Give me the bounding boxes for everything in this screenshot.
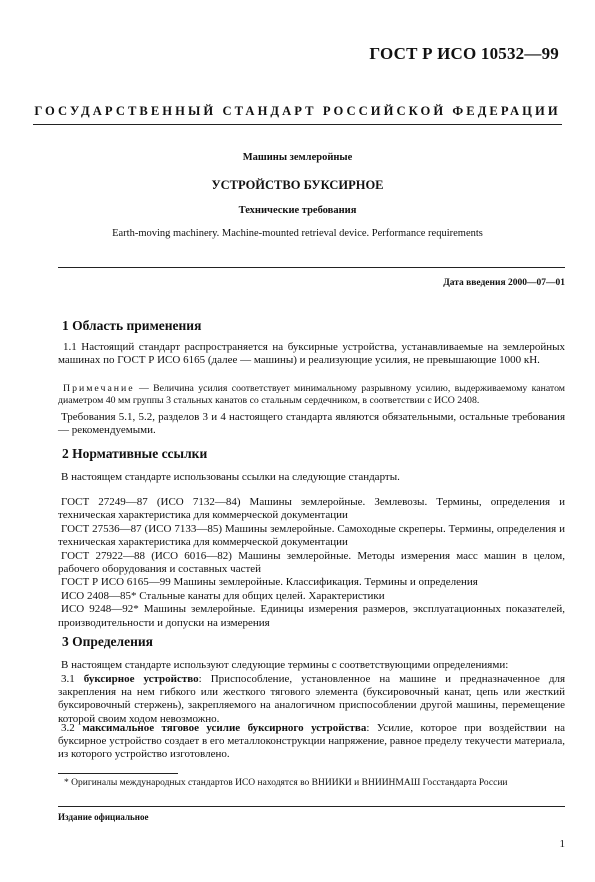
- reference-item: ИСО 2408—85* Стальные канаты для общих целей. Характеристики: [61, 589, 385, 602]
- category-title: Машины землеройные: [242, 152, 353, 163]
- reference-item: ГОСТ 27536—87 (ИСО 7133—85) Машины землеройные. Самоходные скреперы. Термины, определения и техническая характеристика для коммерческой документации: [58, 522, 565, 549]
- main-title: УСТРОЙСТВО БУКСИРНОЕ: [211, 178, 384, 192]
- reference-item: ГОСТ 27249—87 (ИСО 7132—84) Машины землеройные. Землевозы. Термины, определения и техническая характеристика для коммерческой документации: [58, 496, 565, 522]
- section-2-intro: В настоящем стандарте использованы ссылки на следующие стандарты.: [61, 471, 400, 483]
- note-label: Примечание: [63, 383, 135, 394]
- section-1-paragraph-2: Требования 5.1, 5.2, разделов 3 и 4 настоящего стандарта являются обязательными, остальные требования — рекомендуемыми.: [58, 411, 565, 437]
- definition-text: : Усилие, которое при воздействии на буксирное устройство создает в его металлоконструкции напряжение, равное пределу текучести материала, из которого устройство изготовлено.: [58, 722, 565, 761]
- definition-text: : Приспособление, установленное на машине и предназначенное для закрепления на нем гибкого или жесткого тягового элемента (буксировочный канат, цепь или жесткий буксировочный стержень), закрепляемого на аналогичном приспособлении другой машины, перемещение которой своим ходом невозможно.: [58, 673, 565, 725]
- section-2-heading: 2 Нормативные ссылки: [62, 446, 208, 461]
- note-text: — Величина усилия соответствует минимальному разрывному усилию, выдерживаемому канатом диаметром 40 мм группы 3 стальных канатов со стальным сердечником, в соответствии с ИСО 2408.: [58, 383, 565, 406]
- footnote-divider: [58, 773, 178, 774]
- introduction-date: Дата введения 2000—07—01: [443, 278, 565, 288]
- section-1-paragraph-1: 1.1 Настоящий стандарт распространяется на буксирные устройства, устанавливаемые на землеройных машинах по ГОСТ Р ИСО 6165 (далее — машины) и реализующие усилия, не превышающие 1000 кН.: [58, 341, 565, 367]
- definition-term: максимальное тяговое усилие буксирного устройства: [82, 722, 367, 734]
- edition-label: Издание официальное: [58, 812, 149, 822]
- section-3-heading: 3 Определения: [62, 634, 153, 649]
- section-1-heading: 1 Область применения: [62, 318, 202, 333]
- title-divider: [58, 267, 565, 268]
- definition-number: 3.1: [61, 673, 84, 685]
- english-title: Earth-moving machinery. Machine-mounted retrieval device. Performance requirements: [112, 228, 483, 239]
- definition-3-1: [58, 673, 565, 726]
- section-3-intro: В настоящем стандарте используют следующие термины с соответствующими определениями:: [61, 659, 509, 671]
- reference-item: ГОСТ 27922—88 (ИСО 6016—82) Машины землеройные. Методы измерения масс машин в целом, рабочего оборудования и составных частей: [58, 549, 565, 576]
- standard-code: ГОСТ Р ИСО 10532—99: [369, 44, 559, 63]
- reference-item: ГОСТ Р ИСО 6165—99 Машины землеройные. Классификация. Термины и определения: [61, 576, 478, 589]
- definition-number: 3.2: [61, 722, 83, 734]
- state-standard-title: ГОСУДАРСТВЕННЫЙ СТАНДАРТ РОССИЙСКОЙ ФЕДЕРАЦИИ: [34, 104, 561, 118]
- reference-item: ИСО 9248—92* Машины землеройные. Единицы измерения размеров, эксплуатационных показателей, производительности и допуски на измерения: [58, 603, 565, 629]
- top-divider: [33, 124, 562, 125]
- definition-term: буксирное устройство: [83, 673, 199, 685]
- edition-divider: [58, 806, 565, 807]
- section-1-note: [58, 383, 565, 407]
- reference-list: [58, 496, 565, 630]
- footnote: * Оригиналы международных стандартов ИСО находятся во ВНИИКИ и ВНИИНМАШ Госстандарта России: [64, 778, 508, 788]
- page-number: 1: [559, 838, 565, 850]
- sub-title: Технические требования: [238, 205, 357, 216]
- definition-3-2: [58, 722, 565, 762]
